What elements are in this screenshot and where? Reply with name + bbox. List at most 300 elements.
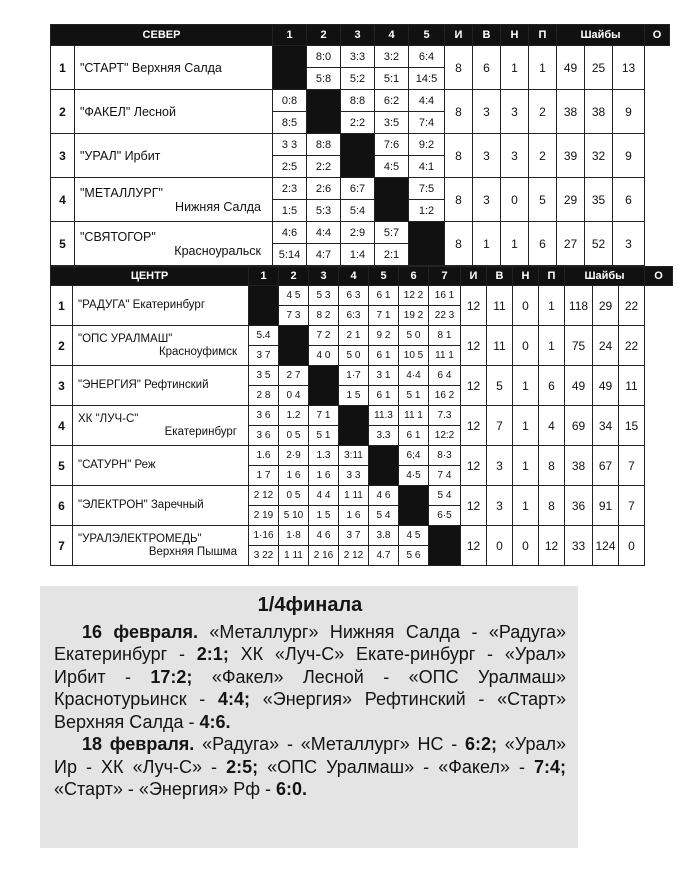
match-score-second: 1 6: [279, 466, 309, 486]
team-position: 2: [51, 90, 75, 134]
quarterfinal-results-clipping: [40, 586, 578, 848]
stat-wins: 3: [487, 486, 513, 526]
match-score-second: 4:7: [307, 244, 341, 266]
match-score-second: 1 5: [339, 386, 369, 406]
match-score-second: 5:8: [307, 68, 341, 90]
team-position: 3: [51, 134, 75, 178]
stat-points: 15: [619, 406, 645, 446]
result-emphasis: 18 февраля.: [82, 734, 195, 754]
stat-goals-against: 67: [593, 446, 619, 486]
stat-goals-against: 124: [593, 526, 619, 566]
match-score-first: 3 7: [339, 526, 369, 546]
stat-wins: 11: [487, 286, 513, 326]
result-emphasis: 16 февраля.: [82, 621, 198, 642]
match-score-second: 19 2: [399, 306, 429, 326]
stat-points: 11: [619, 366, 645, 406]
center-header-row: [51, 267, 673, 286]
stat-points: 7: [619, 446, 645, 486]
stat-goals-for: 29: [557, 178, 585, 222]
stat-losses: 2: [529, 134, 557, 178]
team-name-cell: [73, 366, 249, 406]
stat-losses: 1: [529, 46, 557, 90]
match-score-first: 3 1: [369, 366, 399, 386]
team-row: [51, 526, 673, 546]
team-row: [51, 366, 673, 386]
team-position: 4: [51, 406, 73, 446]
stat-goals-for: 75: [565, 326, 593, 366]
stat-draws: 0: [513, 326, 539, 366]
diagonal-blank: [375, 178, 409, 222]
team-position: 7: [51, 526, 73, 566]
match-score-first: 4·4: [399, 366, 429, 386]
match-score-second: 10 5: [399, 346, 429, 366]
match-score-first: 0 5: [279, 486, 309, 506]
stat-draws: 0: [513, 526, 539, 566]
match-score-first: 2 7: [279, 366, 309, 386]
match-score-second: 2 19: [249, 506, 279, 526]
stat-goals-against: 29: [593, 286, 619, 326]
team-name-cell: [73, 486, 249, 526]
match-score-first: 11.3: [369, 406, 399, 426]
stat-goals-against: 49: [593, 366, 619, 406]
stat-goals-against: 25: [585, 46, 613, 90]
stat-goals-for: 38: [557, 90, 585, 134]
result-emphasis: 2:5;: [226, 756, 259, 777]
result-text: «Металлург» Нижняя Салда - «Радуга» Екатеринбург -: [54, 621, 566, 664]
stat-goals-against: 38: [585, 90, 613, 134]
center-group-table: [50, 266, 673, 566]
stat-wins: 5: [487, 366, 513, 406]
stat-draws: 0: [513, 286, 539, 326]
center-col-header: 6: [399, 267, 429, 286]
stat-losses: 12: [539, 526, 565, 566]
center-col-header: 3: [309, 267, 339, 286]
team-position: 1: [51, 46, 75, 90]
north-col-header: 2: [307, 25, 341, 46]
stat-goals-against: 52: [585, 222, 613, 266]
match-score-first: 2:3: [273, 178, 307, 200]
match-score-first: 16 1: [429, 286, 461, 306]
center-col-header: Шайбы: [565, 267, 645, 286]
center-col-header: 2: [279, 267, 309, 286]
north-group-title: СЕВЕР: [51, 25, 273, 46]
match-score-second: 7 4: [429, 466, 461, 486]
match-score-second: 1 6: [339, 506, 369, 526]
north-col-header: И: [445, 25, 473, 46]
result-emphasis: 7:4;: [533, 756, 566, 777]
match-score-second: 2 8: [249, 386, 279, 406]
result-text: «ОПС Уралмаш» - «Факел» -: [258, 756, 534, 777]
match-score-second: 4:5: [375, 156, 409, 178]
match-score-second: 5:4: [341, 200, 375, 222]
stat-points: 3: [613, 222, 645, 266]
match-score-second: 1 7: [249, 466, 279, 486]
match-score-second: 2 12: [339, 546, 369, 566]
team-row: [51, 178, 670, 200]
north-col-header: О: [645, 25, 670, 46]
match-score-first: 9:2: [409, 134, 445, 156]
match-score-second: 5 4: [369, 506, 399, 526]
match-score-second: 5:14: [273, 244, 307, 266]
center-group-title: ЦЕНТР: [51, 267, 249, 286]
stat-losses: 8: [539, 446, 565, 486]
center-col-header: О: [645, 267, 673, 286]
team-name: "ЭНЕРГИЯ" Рефтинский: [78, 379, 209, 391]
result-emphasis: 4:6.: [199, 711, 231, 732]
team-row: [51, 134, 670, 156]
match-score-second: 5 6: [399, 546, 429, 566]
stat-goals-for: 38: [565, 446, 593, 486]
result-text: «Энергия» Рефтинский - «Старт» Верхняя Салда -: [54, 689, 566, 732]
center-col-header: 5: [369, 267, 399, 286]
match-score-first: 7 2: [309, 326, 339, 346]
stat-losses: 1: [539, 286, 565, 326]
team-name-cell: [75, 46, 273, 90]
match-score-first: 6 1: [369, 286, 399, 306]
center-col-header: 1: [249, 267, 279, 286]
team-name-cell: [75, 134, 273, 178]
match-score-first: 7.3: [429, 406, 461, 426]
stat-draws: 1: [513, 446, 539, 486]
center-col-header: И: [461, 267, 487, 286]
stat-points: 9: [613, 90, 645, 134]
match-score-first: 2:6: [307, 178, 341, 200]
team-row: [51, 406, 673, 426]
stat-points: 9: [613, 134, 645, 178]
stat-losses: 5: [529, 178, 557, 222]
stat-points: 22: [619, 286, 645, 326]
match-score-second: 16 2: [429, 386, 461, 406]
match-score-first: 8:8: [307, 134, 341, 156]
match-score-first: 1·8: [279, 526, 309, 546]
north-header-row: [51, 25, 670, 46]
stat-goals-for: 49: [557, 46, 585, 90]
team-position: 6: [51, 486, 73, 526]
match-score-first: 3:11: [339, 446, 369, 466]
team-name: "РАДУГА" Екатеринбург: [78, 299, 206, 311]
stat-draws: 3: [501, 134, 529, 178]
result-emphasis: 6:2;: [465, 734, 498, 754]
match-score-first: 2·9: [279, 446, 309, 466]
stat-points: 22: [619, 326, 645, 366]
diagonal-blank: [429, 526, 461, 566]
team-city: Нижняя Салда: [175, 199, 261, 214]
quarterfinal-title: 1/4финала: [257, 594, 363, 616]
diagonal-blank: [409, 222, 445, 266]
team-name-cell: [73, 326, 249, 366]
match-score-first: 3 5: [249, 366, 279, 386]
quarterfinal-day2-paragraph: [54, 733, 566, 801]
center-col-header: 4: [339, 267, 369, 286]
match-score-first: 8:0: [307, 46, 341, 68]
match-score-first: 3.8: [369, 526, 399, 546]
match-score-second: 1:4: [341, 244, 375, 266]
match-score-first: 4:4: [409, 90, 445, 112]
stat-losses: 6: [539, 366, 565, 406]
stat-goals-against: 32: [585, 134, 613, 178]
stat-draws: 1: [513, 406, 539, 446]
match-score-second: 3 6: [249, 426, 279, 446]
team-city: Верхняя Пышма: [148, 545, 237, 558]
match-score-first: 4 4: [309, 486, 339, 506]
team-name: "УРАЛЭЛЕКТРОМЕДЬ": [78, 532, 202, 545]
match-score-first: 2:9: [341, 222, 375, 244]
match-score-first: 4 6: [309, 526, 339, 546]
match-score-second: 5:3: [307, 200, 341, 222]
team-name: "ЭЛЕКТРОН" Заречный: [78, 499, 204, 511]
team-name-cell: [75, 222, 273, 266]
stat-goals-against: 24: [593, 326, 619, 366]
quarterfinal-day1-paragraph: [54, 621, 566, 734]
team-city: Красноуральск: [174, 243, 261, 258]
stat-draws: 1: [513, 486, 539, 526]
team-position: 1: [51, 286, 73, 326]
stat-games-played: 8: [445, 90, 473, 134]
stat-wins: 3: [473, 134, 501, 178]
team-row: [51, 90, 670, 112]
match-score-second: 2 16: [309, 546, 339, 566]
north-col-header: П: [529, 25, 557, 46]
stat-draws: 1: [513, 366, 539, 406]
stat-wins: 3: [473, 178, 501, 222]
stat-goals-for: 36: [565, 486, 593, 526]
team-name-cell: [73, 526, 249, 566]
match-score-second: 2:2: [307, 156, 341, 178]
match-score-second: 4:1: [409, 156, 445, 178]
stat-goals-for: 27: [557, 222, 585, 266]
match-score-first: 3 6: [249, 406, 279, 426]
match-score-second: 4 0: [309, 346, 339, 366]
stat-games-played: 8: [445, 222, 473, 266]
team-city: Красноуфимск: [158, 345, 237, 358]
stat-draws: 1: [501, 222, 529, 266]
team-name-cell: [73, 286, 249, 326]
stat-games-played: 12: [461, 526, 487, 566]
diagonal-blank: [309, 366, 339, 406]
match-score-first: 4 5: [279, 286, 309, 306]
match-score-second: 3.3: [369, 426, 399, 446]
stat-wins: 3: [473, 90, 501, 134]
stat-wins: 11: [487, 326, 513, 366]
match-score-second: 5 0: [339, 346, 369, 366]
result-emphasis: 2:1;: [196, 644, 229, 664]
stat-games-played: 12: [461, 486, 487, 526]
stat-games-played: 12: [461, 446, 487, 486]
stat-wins: 3: [487, 446, 513, 486]
stat-wins: 6: [473, 46, 501, 90]
match-score-first: 8·3: [429, 446, 461, 466]
stat-games-played: 8: [445, 134, 473, 178]
team-row: [51, 46, 670, 68]
team-position: 5: [51, 446, 73, 486]
match-score-second: 3 3: [339, 466, 369, 486]
stat-goals-for: 33: [565, 526, 593, 566]
stat-draws: 3: [501, 90, 529, 134]
match-score-first: 4 6: [369, 486, 399, 506]
match-score-first: 5 3: [309, 286, 339, 306]
stat-losses: 6: [529, 222, 557, 266]
team-name-cell: [75, 90, 273, 134]
match-score-second: 14:5: [409, 68, 445, 90]
match-score-second: 6 1: [369, 346, 399, 366]
team-row: [51, 326, 673, 346]
team-row: [51, 446, 673, 466]
match-score-second: 8:5: [273, 112, 307, 134]
match-score-second: 7 3: [279, 306, 309, 326]
diagonal-blank: [279, 326, 309, 366]
match-score-first: 5:7: [375, 222, 409, 244]
match-score-first: 1 11: [339, 486, 369, 506]
match-score-first: 8 1: [429, 326, 461, 346]
team-name-cell: [73, 406, 249, 446]
stat-losses: 4: [539, 406, 565, 446]
match-score-first: 3 3: [273, 134, 307, 156]
match-score-second: 12:2: [429, 426, 461, 446]
team-name-cell: [75, 178, 273, 222]
match-score-second: 2:5: [273, 156, 307, 178]
match-score-first: 12 2: [399, 286, 429, 306]
match-score-second: 1 6: [309, 466, 339, 486]
match-score-first: 1.6: [249, 446, 279, 466]
result-text: ХК «Луч-С» Екате-ринбург - «Урал» Ирбит -: [54, 644, 566, 687]
match-score-second: 1 11: [279, 546, 309, 566]
stat-goals-for: 69: [565, 406, 593, 446]
match-score-second: 5 10: [279, 506, 309, 526]
match-score-second: 5 1: [399, 386, 429, 406]
match-score-first: 6:7: [341, 178, 375, 200]
match-score-first: 1.2: [279, 406, 309, 426]
team-name: "СВЯТОГОР": [80, 229, 156, 244]
stat-games-played: 12: [461, 326, 487, 366]
match-score-first: 1.3: [309, 446, 339, 466]
stat-goals-against: 91: [593, 486, 619, 526]
stat-games-played: 12: [461, 366, 487, 406]
diagonal-blank: [369, 446, 399, 486]
stat-points: 0: [619, 526, 645, 566]
match-score-first: 1·16: [249, 526, 279, 546]
center-col-header: В: [487, 267, 513, 286]
match-score-second: 2:1: [375, 244, 409, 266]
match-score-first: 6:2: [375, 90, 409, 112]
stat-goals-against: 34: [593, 406, 619, 446]
match-score-second: 1 5: [309, 506, 339, 526]
team-position: 3: [51, 366, 73, 406]
match-score-second: 7:4: [409, 112, 445, 134]
diagonal-blank: [339, 406, 369, 446]
match-score-second: 4.7: [369, 546, 399, 566]
team-name-cell: [73, 446, 249, 486]
match-score-first: 7:6: [375, 134, 409, 156]
match-score-first: 6;4: [399, 446, 429, 466]
match-score-second: 3:5: [375, 112, 409, 134]
match-score-first: 5.4: [249, 326, 279, 346]
north-col-header: 5: [409, 25, 445, 46]
diagonal-blank: [273, 46, 307, 90]
stat-wins: 1: [473, 222, 501, 266]
north-col-header: Н: [501, 25, 529, 46]
stat-points: 6: [613, 178, 645, 222]
match-score-second: 6·5: [429, 506, 461, 526]
stat-draws: 0: [501, 178, 529, 222]
match-score-second: 5 1: [309, 426, 339, 446]
stat-wins: 7: [487, 406, 513, 446]
match-score-second: 2:2: [341, 112, 375, 134]
diagonal-blank: [341, 134, 375, 178]
diagonal-blank: [307, 90, 341, 134]
match-score-first: 1·7: [339, 366, 369, 386]
result-text: «Радуга» - «Металлург» НС -: [194, 734, 466, 754]
result-text: «Факел» Лесной - «ОПС Уралмаш» Краснотурьинск -: [54, 666, 566, 709]
team-name: "МЕТАЛЛУРГ": [80, 185, 163, 200]
match-score-first: 5 4: [429, 486, 461, 506]
match-score-second: 1:2: [409, 200, 445, 222]
match-score-second: 5:1: [375, 68, 409, 90]
match-score-first: 6:4: [409, 46, 445, 68]
stat-games-played: 12: [461, 286, 487, 326]
match-score-second: 6:3: [339, 306, 369, 326]
result-emphasis: 4:4;: [218, 689, 251, 709]
stat-losses: 1: [539, 326, 565, 366]
stat-losses: 2: [529, 90, 557, 134]
team-name: "ОПС УРАЛМАШ": [78, 332, 173, 345]
team-name: ХК "ЛУЧ-С": [78, 412, 139, 425]
team-position: 5: [51, 222, 75, 266]
match-score-first: 3:2: [375, 46, 409, 68]
result-emphasis: 6:0.: [276, 779, 308, 799]
team-city: Екатеринбург: [164, 425, 237, 438]
match-score-first: 5 0: [399, 326, 429, 346]
stat-points: 13: [613, 46, 645, 90]
team-name: "УРАЛ" Ирбит: [80, 148, 161, 163]
stat-draws: 1: [501, 46, 529, 90]
match-score-first: 6 3: [339, 286, 369, 306]
result-emphasis: 17:2;: [150, 666, 193, 687]
stat-wins: 0: [487, 526, 513, 566]
match-score-second: 1:5: [273, 200, 307, 222]
north-col-header: В: [473, 25, 501, 46]
stat-games-played: 8: [445, 46, 473, 90]
match-score-second: 0 5: [279, 426, 309, 446]
match-score-second: 3 22: [249, 546, 279, 566]
team-name: "САТУРН" Реж: [78, 459, 156, 471]
north-group-table: [50, 24, 670, 266]
center-col-header: П: [539, 267, 565, 286]
match-score-second: 11 1: [429, 346, 461, 366]
team-position: 2: [51, 326, 73, 366]
team-row: [51, 286, 673, 306]
stat-losses: 8: [539, 486, 565, 526]
stat-games-played: 12: [461, 406, 487, 446]
match-score-first: 9 2: [369, 326, 399, 346]
team-position: 4: [51, 178, 75, 222]
center-col-header: 7: [429, 267, 461, 286]
match-score-second: 0 4: [279, 386, 309, 406]
match-score-first: 8:8: [341, 90, 375, 112]
match-score-first: 4 5: [399, 526, 429, 546]
match-score-first: 2 1: [339, 326, 369, 346]
match-score-first: 2 12: [249, 486, 279, 506]
match-score-second: 5:2: [341, 68, 375, 90]
match-score-first: 3:3: [341, 46, 375, 68]
center-col-header: Н: [513, 267, 539, 286]
match-score-first: 6 4: [429, 366, 461, 386]
stat-goals-for: 39: [557, 134, 585, 178]
match-score-second: 6 1: [369, 386, 399, 406]
stat-games-played: 8: [445, 178, 473, 222]
match-score-first: 11 1: [399, 406, 429, 426]
match-score-second: 8 2: [309, 306, 339, 326]
stat-goals-for: 49: [565, 366, 593, 406]
